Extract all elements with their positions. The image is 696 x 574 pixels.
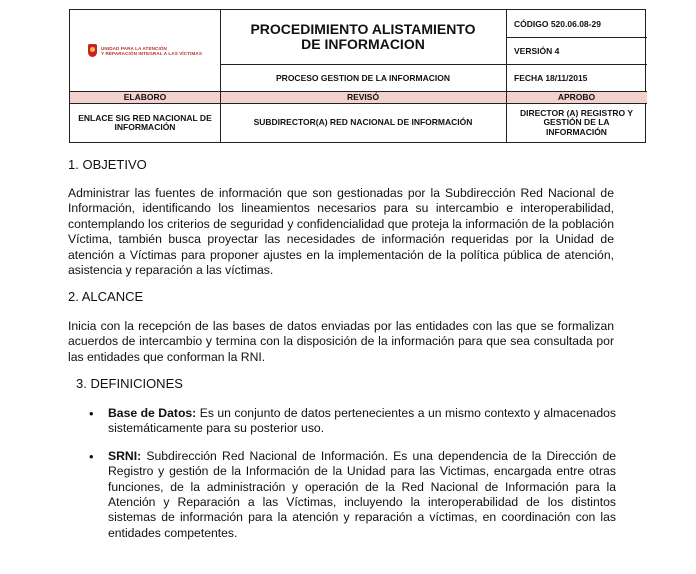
logo-cell [70,10,220,91]
definition-text: Es un conjunto de datos pertenecientes a un mismo contexto y almacenados sistemáticamente para su posterior uso. [108,406,616,436]
divider [70,91,647,92]
objetivo-text: Administrar las fuentes de información que son gestionadas por la Subdirección Red Nacional de Información, identificando los lineamientos necesarios para su intercambio e interoperabilidad, contemplando los criterios de seguridad y confidencialidad que proteja la información de la población Víctima, también busca proyectar las necesidades de información requeridas por la Unidad de atención a Víctimas para proponer ajustes en la implementación de la política pública de atención, asistencia y reparación a las víctimas. [68,186,614,278]
list-item [86,406,616,437]
role-elaboro: ENLACE SIG RED NACIONAL DE INFORMACIÓN [78,112,212,132]
band-reviso: REVISÓ [220,91,506,103]
divider [220,64,506,65]
band-elaboro: ELABORO [70,91,220,103]
process-name: PROCESO GESTION DE LA INFORMACION [276,72,450,83]
coat-of-arms-icon [88,44,97,57]
role-aprobo: DIRECTOR (A) REGISTRO Y GESTIÓN DE LA INFORMACIÓN [519,107,634,137]
section-heading-alcance: 2. ALCANCE [68,289,144,304]
definition-term: Base de Datos: [108,406,197,420]
section-heading-definiciones: 3. DEFINICIONES [76,376,183,391]
document-version: VERSIÓN 4 [514,45,560,56]
unidad-victimas-logo [88,44,202,57]
list-item [86,449,616,541]
section-heading-objetivo: 1. OBJETIVO [68,157,147,172]
divider [70,103,647,104]
definition-text: Subdirección Red Nacional de Información. Es una dependencia de la Dirección de Registro y gestión de la Información de la Unidad para las Victimas, encargada entre otras funciones, de la administración y operación de la Red Nacional de Información para la Atención y Reparación a las Víctimas, incluyendo la interoperabilidad de los distintos sistemas de información para la atención y reparación a víctimas, en coordinación con las entidades competentes. [108,448,616,540]
document-header-table [69,9,646,143]
document-code: CÓDIGO 520.06.08-29 [514,18,601,29]
alcance-text: Inicia con la recepción de las bases de datos enviadas por las entidades con las que se formalizan acuerdos de intercambio y termina con la disposición de la información para que sea consultada por las entidades que conforman la RNI. [68,319,614,364]
definition-term: SRNI: [108,448,142,463]
document-date: FECHA 18/11/2015 [514,72,588,83]
divider [506,10,507,142]
definitions-list [86,406,616,541]
divider [506,64,647,65]
role-reviso: SUBDIRECTOR(A) RED NACIONAL DE INFORMACIÓN [253,117,473,128]
document-title: PROCEDIMIENTO ALISTAMIENTO DE INFORMACION [250,21,476,52]
bullet-icon: • [89,406,94,421]
band-aprobo: APROBO [506,91,647,103]
bullet-icon: • [89,448,94,464]
divider [220,10,221,142]
divider [506,37,647,38]
logo-text: UNIDAD PARA LA ATENCIÓN Y REPARACIÓN INTEGRAL A LAS VÍCTIMAS [100,45,202,56]
